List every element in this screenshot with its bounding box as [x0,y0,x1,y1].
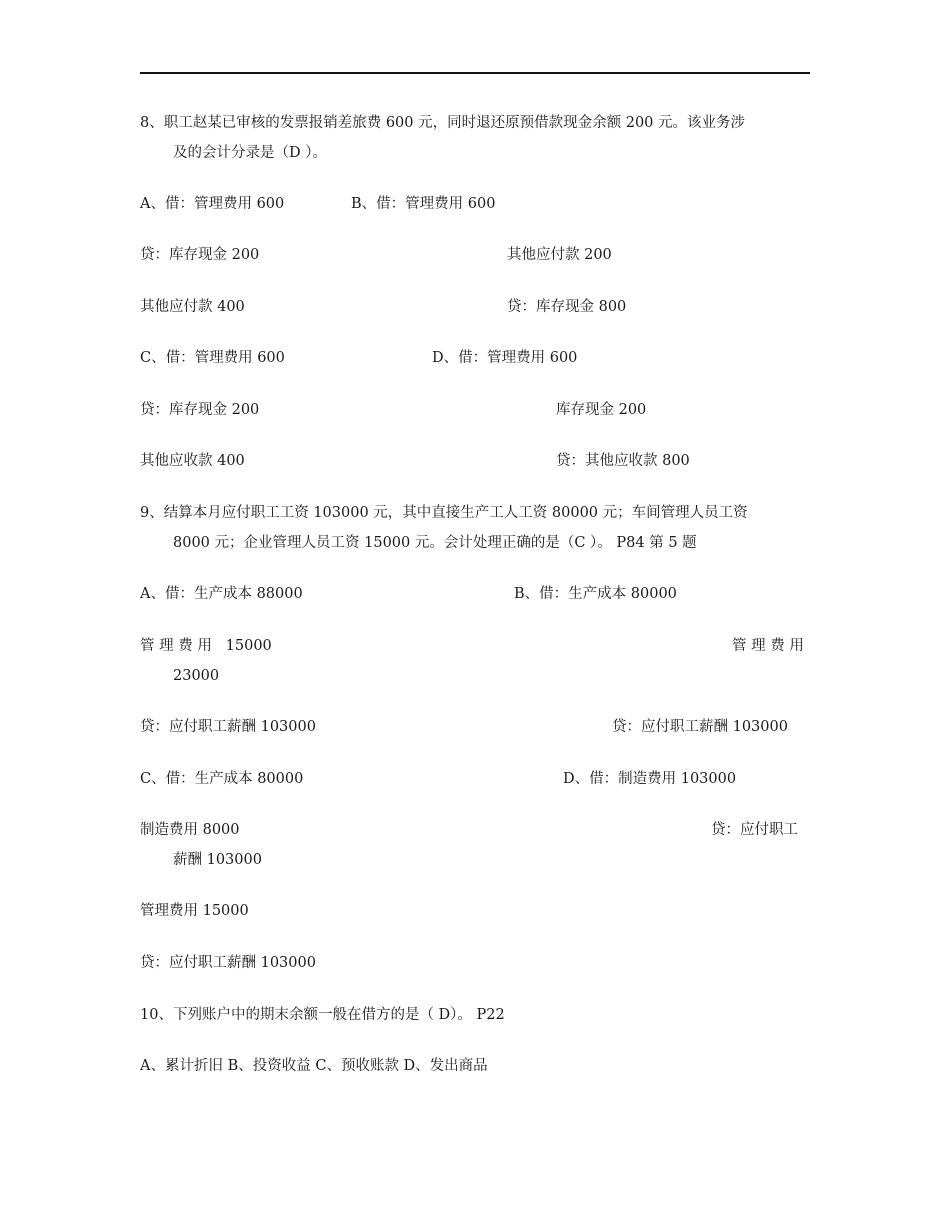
q8-option-c-line3: 其他应收款 400 [140,453,245,469]
q9-option-c-line3: 管理费用 15000 [140,903,249,919]
q9-stem-line1: 9、结算本月应付职工工资 103000 元，其中直接生产工人工资 80000 元；车间管理人员工资 [140,505,748,521]
q9-option-a-line2: 管 理 费 用 15000 [140,638,272,654]
q8-option-c-line2: 贷：库存现金 200 [140,402,260,418]
q9-option-a-line3: 贷：应付职工薪酬 103000 [140,719,316,735]
q9-option-d-line1: D、借：制造费用 103000 [563,771,737,787]
q9-option-d-line2: 贷：应付职工 [711,822,798,838]
q8-option-a-line1: A、借：管理费用 600 [140,196,285,212]
q8-option-b-line2: 其他应付款 200 [507,247,612,263]
q10-options: A、累计折旧 B、投资收益 C、预收账款 D、发出商品 [140,1058,488,1074]
q9-option-b-line2-wrap: 23000 [173,668,220,684]
q8-stem-line1: 8、职工赵某已审核的发票报销差旅费 600 元，同时退还原预借款现金余额 200 元。该业务涉 [140,115,746,131]
q9-option-a-line1: A、借：生产成本 88000 [140,586,303,602]
q8-option-b-line3: 贷：库存现金 800 [507,299,627,315]
q9-option-d-line2-wrap: 薪酬 103000 [173,852,262,868]
q8-option-d-line1: D、借：管理费用 600 [432,350,578,366]
q9-option-c-line1: C、借：生产成本 80000 [140,771,304,787]
q8-option-a-line3: 其他应付款 400 [140,299,245,315]
q8-option-d-line2: 库存现金 200 [556,402,647,418]
q9-option-b-line2: 管 理 费 用 [732,638,804,654]
q10-stem: 10、下列账户中的期末余额一般在借方的是（ D）。 P22 [140,1007,505,1023]
q9-option-b-line1: B、借：生产成本 80000 [514,586,677,602]
q8-stem-line2: 及的会计分录是（D ）。 [173,145,327,161]
q8-option-b-line1: B、借：管理费用 600 [351,196,496,212]
q8-option-d-line3: 贷：其他应收款 800 [556,453,690,469]
q8-option-a-line2: 贷：库存现金 200 [140,247,260,263]
q9-option-c-line4: 贷：应付职工薪酬 103000 [140,955,316,971]
q8-option-c-line1: C、借：管理费用 600 [140,350,285,366]
q9-option-c-line2: 制造费用 8000 [140,822,240,838]
q9-stem-line2: 8000 元；企业管理人员工资 15000 元。会计处理正确的是（C ）。 P84 第 5 题 [173,535,697,551]
header-rule [140,72,810,74]
q9-option-b-line3: 贷：应付职工薪酬 103000 [612,719,788,735]
